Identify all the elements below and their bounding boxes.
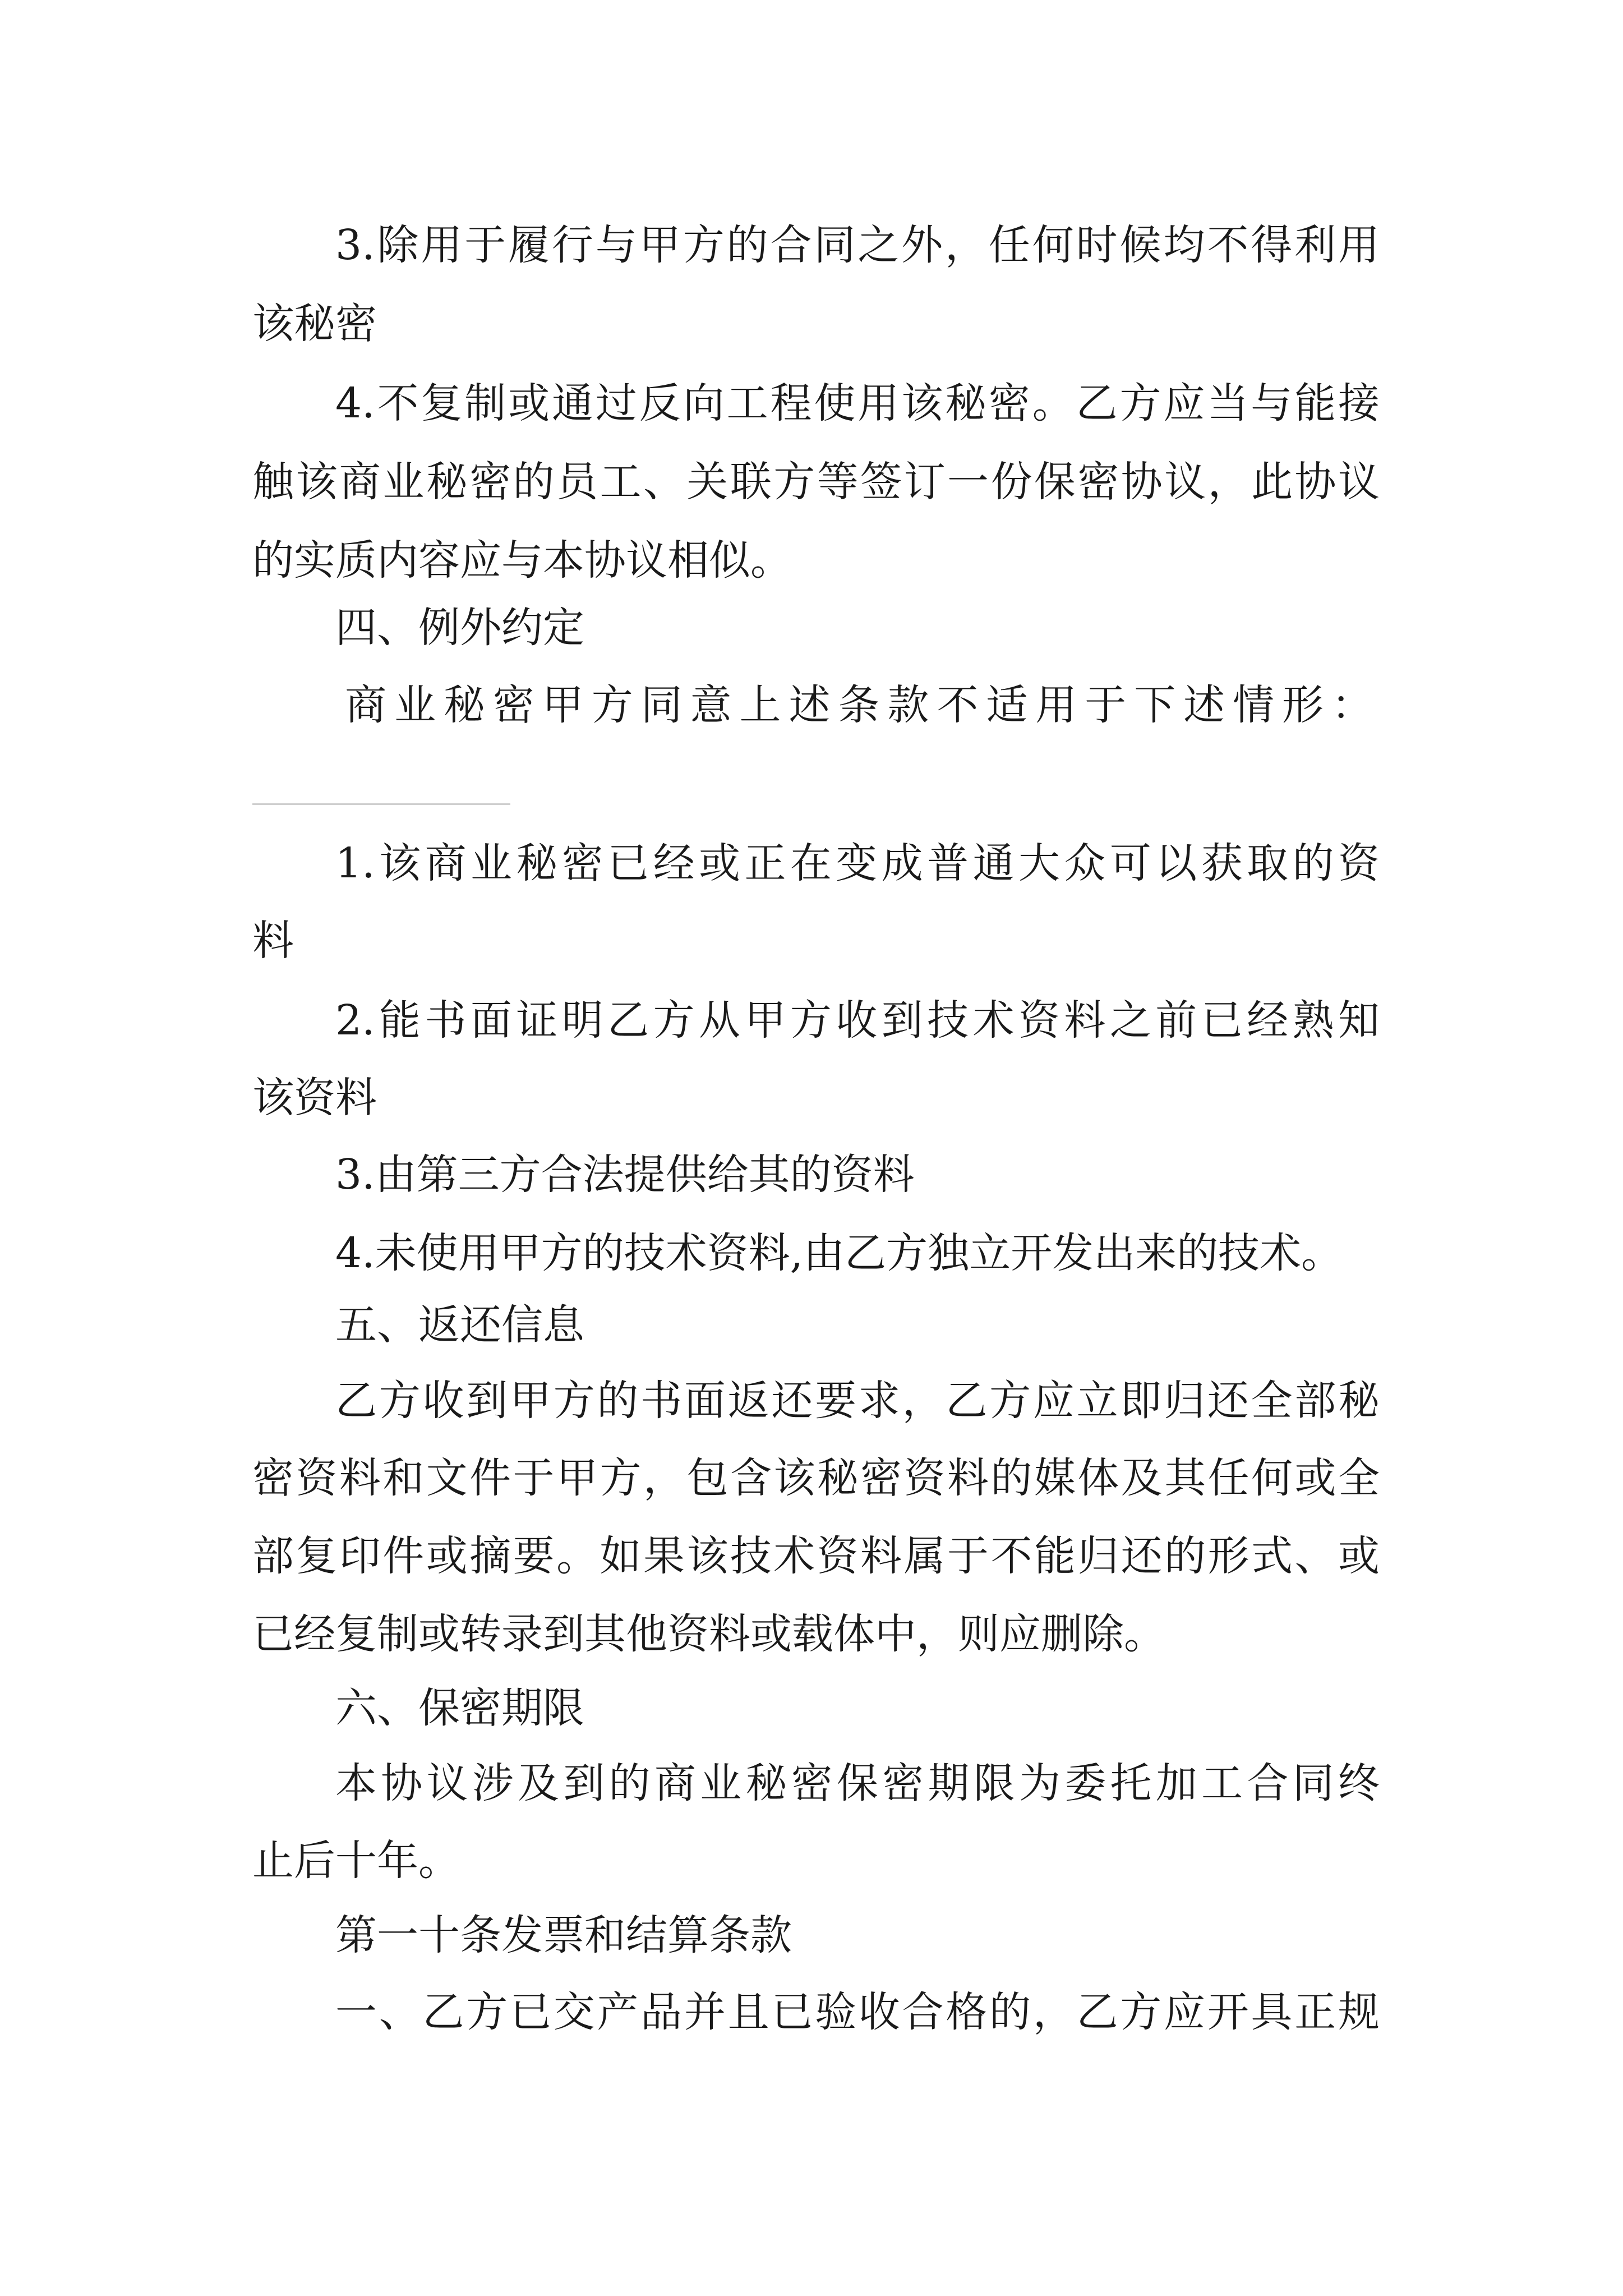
section-heading-return-info: 五、返还信息	[335, 1301, 584, 1349]
clause-4-line-1: 4.不复制或通过反向工程使用该秘密。乙方应当与能接	[335, 379, 1380, 427]
exception-4: 4.未使用甲方的技术资料,由乙方独立开发出来的技术。	[335, 1229, 1343, 1277]
return-info-line-4: 已经复制或转录到其他资料或载体中，则应删除。	[252, 1610, 1165, 1658]
exception-1-line-2: 料	[252, 917, 294, 965]
exception-2-line-1: 2.能书面证明乙方从甲方收到技术资料之前已经熟知	[335, 996, 1380, 1045]
article-10-line-1: 一、乙方已交产品并且已验收合格的，乙方应开具正规	[335, 1988, 1380, 2036]
article-10-heading: 第一十条发票和结算条款	[335, 1911, 792, 1959]
return-info-line-3: 部复印件或摘要。如果该技术资料属于不能归还的形式、或	[252, 1532, 1380, 1580]
confidentiality-period-line-2: 止后十年。	[252, 1837, 460, 1885]
clause-4-line-2: 触该商业秘密的员工、关联方等签订一份保密协议，此协议	[252, 458, 1380, 506]
exception-3: 3.由第三方合法提供给其的资料	[335, 1151, 915, 1199]
section-heading-confidentiality-period: 六、保密期限	[335, 1684, 584, 1732]
clause-3-line-2: 该秘密	[252, 300, 377, 348]
exception-2-line-2: 该资料	[252, 1074, 377, 1122]
return-info-line-1: 乙方收到甲方的书面返还要求，乙方应立即归还全部秘	[335, 1377, 1380, 1425]
clause-3-line-1: 3.除用于履行与甲方的合同之外，任何时候均不得利用	[335, 221, 1380, 269]
exceptions-intro: 商业秘密甲方同意上述条款不适用于下述情形：	[345, 681, 1380, 729]
confidentiality-period-line-1: 本协议涉及到的商业秘密保密期限为委托加工合同终	[335, 1759, 1380, 1807]
section-heading-exceptions: 四、例外约定	[335, 604, 584, 652]
clause-4-line-3: 的实质内容应与本协议相似。	[252, 536, 792, 585]
page-separator	[252, 803, 510, 805]
return-info-line-2: 密资料和文件于甲方，包含该秘密资料的媒体及其任何或全	[252, 1454, 1380, 1502]
exception-1-line-1: 1.该商业秘密已经或正在变成普通大众可以获取的资	[335, 839, 1380, 887]
